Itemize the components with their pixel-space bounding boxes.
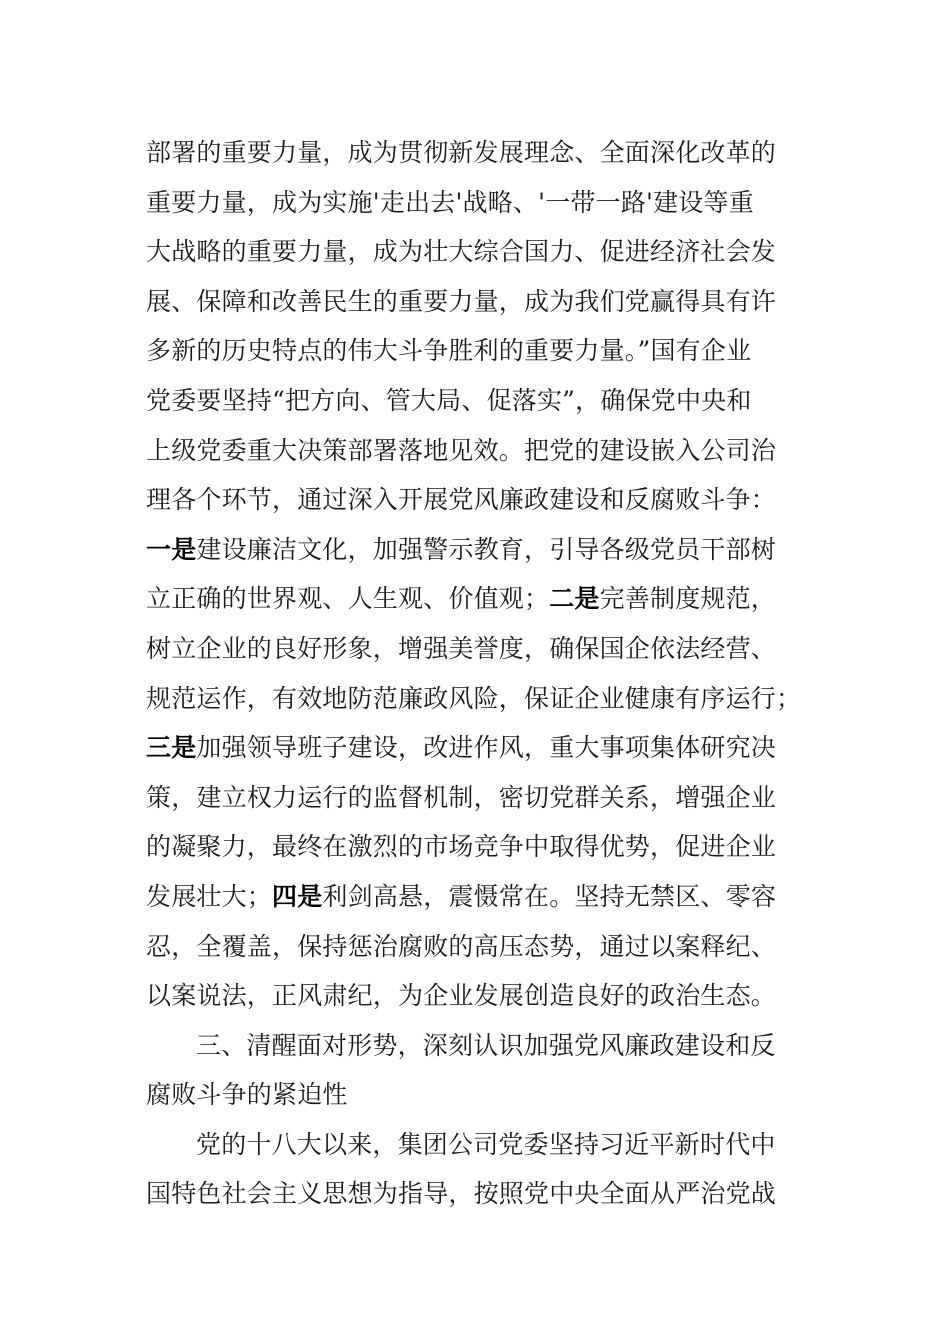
- text-segment: 策，建立权力运行的监督机制，密切党群关系，增强企业: [146, 782, 777, 812]
- text-line: [146, 426, 806, 476]
- emphasis-label: 二是: [549, 584, 600, 614]
- text-segment: 三、清醒面对形势，深刻认识加强党风廉政建设和反: [196, 1030, 776, 1060]
- text-segment: 展、保障和改善民生的重要力量，成为我们党赢得具有许: [146, 286, 777, 316]
- text-segment: 的凝聚力，最终在激烈的市场竞争中取得优势，促进企业: [146, 832, 777, 862]
- text-line: [146, 1070, 806, 1120]
- text-segment: 大战略的重要力量，成为壮大综合国力、促进经济社会发: [146, 237, 777, 267]
- text-segment: 党委要坚持“把方向、管大局、促落实”，确保党中央和: [146, 385, 752, 415]
- text-segment: 忍，全覆盖，保持惩治腐败的高压态势，通过以案释纪、: [146, 931, 777, 961]
- text-line: [146, 277, 806, 327]
- paragraph-first-line: [146, 1021, 806, 1071]
- text-segment: 以案说法，正风肃纪，为企业发展创造良好的政治生态。: [146, 981, 777, 1011]
- text-segment: 立正确的世界观、人生观、价值观；: [146, 584, 550, 614]
- text-line: [146, 723, 806, 773]
- text-line: [146, 574, 806, 624]
- text-line: [146, 227, 806, 277]
- text-line: [146, 1169, 806, 1219]
- text-segment: 国特色社会主义思想为指导，按照党中央全面从严治党战: [146, 1179, 777, 1209]
- text-segment: 利剑高悬，震慑常在。坚持无禁区、零容: [322, 881, 777, 911]
- text-segment: 腐败斗争的紧迫性: [146, 1080, 348, 1110]
- text-segment: 部署的重要力量，成为贯彻新发展理念、全面深化改革的: [146, 138, 777, 167]
- text-segment: 多新的历史特点的伟大斗争胜利的重要力量。”国有企业: [146, 336, 752, 366]
- emphasis-label: 一是: [146, 534, 197, 564]
- text-segment: 理各个环节，通过深入开展党风廉政建设和反腐败斗争：: [146, 485, 777, 515]
- text-line: [146, 971, 806, 1021]
- text-segment: 党的十八大以来，集团公司党委坚持习近平新时代中: [196, 1129, 776, 1159]
- text-line: [146, 872, 806, 922]
- text-segment: 加强领导班子建设，改进作风，重大事项集体研究决: [196, 733, 777, 763]
- text-segment: 完善制度规范，: [599, 584, 777, 614]
- text-line: [146, 624, 806, 674]
- text-segment: 规范运作，有效地防范廉政风险，保证企业健康有序运行；: [146, 683, 802, 713]
- text-line: [146, 922, 806, 972]
- text-line: [146, 178, 806, 228]
- text-line: [146, 674, 806, 724]
- emphasis-label: 三是: [146, 733, 197, 763]
- text-line: [146, 326, 806, 376]
- body-text: [146, 128, 806, 1219]
- text-segment: 树立企业的良好形象，增强美誉度，确保国企依法经营、: [146, 633, 777, 663]
- text-line: [146, 128, 806, 178]
- text-line: [146, 475, 806, 525]
- text-line: [146, 376, 806, 426]
- text-segment: 上级党委重大决策部署落地见效。把党的建设嵌入公司治: [146, 435, 777, 465]
- text-line: [146, 773, 806, 823]
- emphasis-label: 四是: [272, 881, 323, 911]
- text-line: [146, 822, 806, 872]
- text-segment: 建设廉洁文化，加强警示教育，引导各级党员干部树: [196, 534, 777, 564]
- text-segment: 发展壮大；: [146, 881, 273, 911]
- text-segment: 重要力量，成为实施'走出去'战略、'一带一路'建设等重: [146, 187, 754, 217]
- text-line: [146, 525, 806, 575]
- paragraph-first-line: [146, 1120, 806, 1170]
